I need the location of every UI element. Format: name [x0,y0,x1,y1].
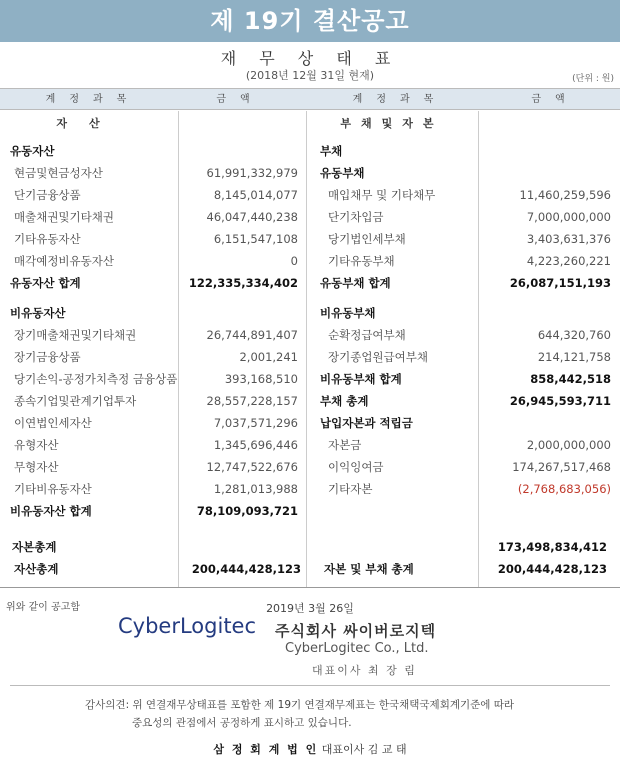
row-amount: 26,945,593,711 [509,394,611,408]
announcement-date: 2019년 3월 26일 [266,602,354,615]
row-amount: 46,047,440,238 [206,210,298,224]
row-label: 순확정급여부채 [328,328,406,342]
document-date: (2018년 12월 31일 현재) [245,69,375,82]
row-amount: 644,320,760 [537,328,611,342]
row-amount: 78,109,093,721 [196,504,298,518]
row-label: 단기차입금 [328,210,384,224]
row-label: 매각예정비유동자산 [14,254,114,268]
audit-opinion-line2: 중요성의 관점에서 공정하게 표시하고 있습니다. [132,717,352,729]
row-label: 당기법인세부채 [328,232,406,246]
row-label: 기타유동부채 [328,254,395,268]
row-amount: 7,037,571,296 [213,416,298,430]
row-amount: 2,001,241 [239,350,298,364]
liabilities-equity-total-amount: 200,444,428,123 [497,562,607,576]
row-label: 유동부채 합계 [320,276,391,290]
row-label: 당기손익-공정가치측정 금융상품 [14,372,178,386]
row-amount: 1,281,013,988 [213,482,298,496]
column-divider [478,111,479,587]
row-amount: (2,768,683,056) [517,482,611,496]
liabilities-equity-total-label: 자본 및 부채 총계 [324,562,414,576]
auditor-ceo: 대표이사 김 교 태 [321,743,407,756]
equity-total-label: 자본총계 [12,540,57,554]
row-label: 기타비유동자산 [14,482,92,496]
row-amount: 11,460,259,596 [519,188,611,202]
audit-opinion-line1: 감사의견: 위 연결재무상태표를 포함한 제 19기 연결재무제표는 한국채택국제회계기준에 따라 [85,699,515,711]
row-label: 비유동부채 합계 [320,372,402,386]
row-label: 납입자본과 적립금 [320,416,413,430]
row-label: 유동자산 [10,144,55,158]
row-amount: 12,747,522,676 [206,460,298,474]
row-label: 비유동자산 합계 [10,504,92,518]
column-divider [178,111,179,587]
row-label: 기타유동자산 [14,232,81,246]
header-account-right: 계정과목 [352,94,448,105]
row-amount: 28,557,228,157 [206,394,298,408]
unit-label: (단위 : 원) [572,74,614,84]
row-amount: 858,442,518 [530,372,611,386]
header-account-left: 계정과목 [45,94,141,105]
table-header [0,88,620,110]
auditor-firm: 삼 정 회 계 법 인 [213,743,319,756]
row-label: 부채 총계 [320,394,369,408]
column-divider [306,111,307,587]
row-amount: 26,744,891,407 [206,328,298,342]
row-amount: 0 [290,254,298,268]
divider [10,685,610,686]
row-amount: 6,151,547,108 [213,232,298,246]
company-ceo: 대표이사 최 장 림 [312,664,417,677]
row-label: 장기종업원급여부채 [328,350,428,364]
row-amount: 393,168,510 [224,372,298,386]
row-label: 비유동부채 [320,306,376,320]
row-amount: 8,145,014,077 [213,188,298,202]
company-name: 주식회사 싸이버로지텍 [275,622,437,640]
row-label: 이익잉여금 [328,460,384,474]
row-label: 유동자산 합계 [10,276,81,290]
row-amount: 2,000,000,000 [526,438,611,452]
row-label: 유동부채 [320,166,365,180]
equity-total-amount: 173,498,834,412 [497,540,607,554]
row-amount: 26,087,151,193 [509,276,611,290]
row-amount: 61,991,332,979 [206,166,298,180]
row-label: 비유동자산 [10,306,66,320]
auditor [0,741,620,757]
row-amount: 3,403,631,376 [526,232,611,246]
row-label: 종속기업및관계기업투자 [14,394,137,408]
section-title-assets: 자산 [56,117,122,130]
header-amount-left: 금액 [216,94,264,105]
assets-total-amount: 200,444,428,123 [191,562,301,576]
table-bottom-border [0,587,620,588]
section-title-liabilities-equity: 부채및자본 [340,117,444,130]
row-label: 기타자본 [328,482,373,496]
row-amount: 7,000,000,000 [526,210,611,224]
row-label: 유형자산 [14,438,59,452]
row-label: 이연법인세자산 [14,416,92,430]
row-label: 자본금 [328,438,362,452]
row-amount: 1,345,696,446 [213,438,298,452]
header-amount-right: 금액 [531,94,579,105]
company-logo: CyberLogitec [118,614,257,638]
row-label: 장기금융상품 [14,350,81,364]
row-amount: 174,267,517,468 [512,460,611,474]
document-title: 재 무 상 태 표 [220,49,400,68]
row-label: 무형자산 [14,460,59,474]
row-amount: 214,121,758 [537,350,611,364]
row-label: 단기금융상품 [14,188,81,202]
notice-text: 위와 같이 공고함 [6,602,80,613]
assets-total-label: 자산총계 [14,562,59,576]
row-label: 매출채권및기타채권 [14,210,114,224]
row-label: 부채 [320,144,343,158]
row-amount: 122,335,334,402 [188,276,298,290]
row-amount: 4,223,260,221 [526,254,611,268]
row-label: 현금및현금성자산 [14,166,103,180]
row-label: 장기매출채권및기타채권 [14,328,137,342]
row-label: 매입채무 및 기타채무 [328,188,436,202]
announcement-banner: 제 19기 결산공고 [0,0,620,42]
company-name-english: CyberLogitec Co., Ltd. [285,641,429,656]
